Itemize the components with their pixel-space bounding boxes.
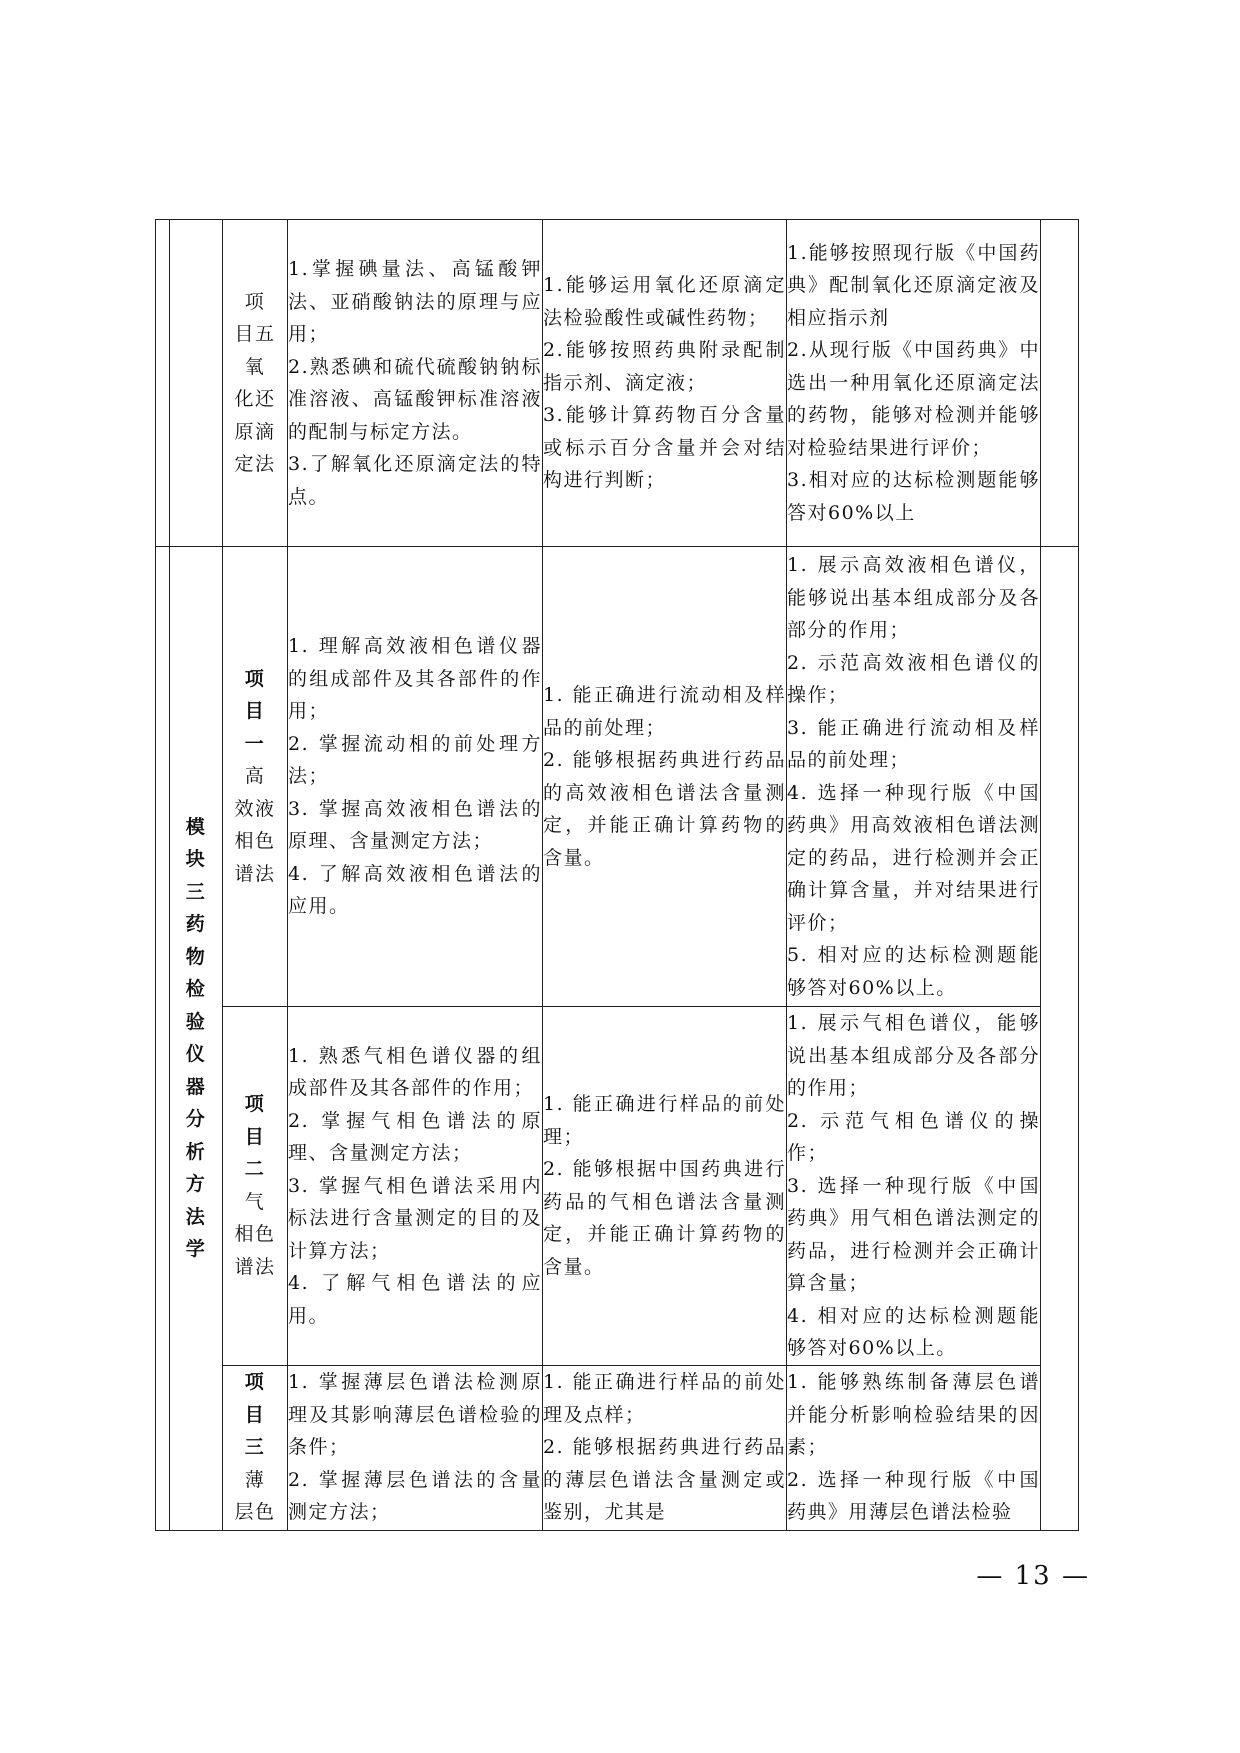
- knowledge-cell: 1. 理解高效液相色谱仪器的组成部件及其各部件的作用； 2. 掌握流动相的前处理方法； 3. 掌握高效液相色谱法的原理、含量测定方法； 4. 了解高效液相色谱法的应用。: [288, 547, 543, 1007]
- project-cell: [223, 547, 288, 1007]
- right-margin-cell: [1041, 220, 1079, 547]
- left-margin-cell: [156, 547, 170, 1531]
- module-cell-empty: [170, 220, 223, 547]
- knowledge-cell: 1. 熟悉气相色谱仪器的组成部件及其各部件的作用； 2. 掌握气相色谱法的原理、含量测定方法； 3. 掌握气相色谱法采用内标法进行含量测定的目的及计算方法； 4. 了解气相色谱法的应用。: [288, 1007, 543, 1366]
- knowledge-cell: 1.掌握碘量法、高锰酸钾法、亚硝酸钠法的原理与应用； 2.熟悉碘和硫代硫酸钠钠标准溶液、高锰酸钾标准溶液的配制与标定方法。 3.了解氧化还原滴定法的特点。: [288, 220, 543, 547]
- curriculum-table: [155, 219, 1079, 1531]
- table-row: [156, 220, 1079, 547]
- left-margin-cell: [156, 220, 170, 547]
- module-title: 模 块 三 药 物 检 验 仪 器 分 析 方 法 学: [170, 547, 223, 1531]
- assessment-cell: 1. 展示气相色谱仪，能够说出基本组成部分及各部分的作用； 2. 示范气相色谱仪的操作； 3. 选择一种现行版《中国药典》用气相色谱法测定的药品，进行检测并会正确计算含量； 4. 相对应的达标检测题能够答对60%以上。: [787, 1007, 1041, 1366]
- skills-cell: 1.能够运用氧化还原滴定法检验酸性或碱性药物； 2.能够按照药典附录配制指示剂、滴定液； 3.能够计算药物百分含量或标示百分含量并会对结构进行判断；: [543, 220, 787, 547]
- skills-cell: 1. 能正确进行样品的前处理； 2. 能够根据中国药典进行药品的气相色谱法含量测定，并能正确计算药物的含量。: [543, 1007, 787, 1366]
- assessment-cell: 1.能够按照现行版《中国药典》配制氧化还原滴定液及相应指示剂 2.从现行版《中国药典》中选出一种用氧化还原滴定法的药物，能够对检测并能够对检验结果进行评价； 3.相对应的达标检测题能够答对60%以上: [787, 220, 1041, 547]
- table-row: [156, 1007, 1079, 1366]
- project-title: 项 目五 氧 化还 原滴 定法: [234, 290, 276, 475]
- skills-cell: 1. 能正确进行样品的前处理及点样； 2. 能够根据药典进行药品的薄层色谱法含量测定或鉴别，尤其是: [543, 1365, 787, 1530]
- project-title: 项 目 一 高 效液 相色 谱法: [234, 667, 276, 885]
- knowledge-cell: 1. 掌握薄层色谱法检测原理及其影响薄层色谱检验的条件； 2. 掌握薄层色谱法的含量测定方法；: [288, 1365, 543, 1530]
- project-cell: [223, 1007, 288, 1366]
- page-number: — 13 —: [976, 1561, 1090, 1591]
- project-title: 项 目 二 气 相色 谱法: [234, 1093, 276, 1278]
- project-cell: [223, 220, 288, 547]
- assessment-cell: 1. 展示高效液相色谱仪，能够说出基本组成部分及各部分的作用； 2. 示范高效液相色谱仪的操作； 3. 能正确进行流动相及样品的前处理； 4. 选择一种现行版《中国药典》用高效液相色谱法测定的药品，进行检测并会正确计算含量，并对结果进行评价； 5. 相对应的达标检测题能够答对60%以上。: [787, 547, 1041, 1007]
- project-title: 项 目 三 薄 层色: [234, 1371, 276, 1524]
- assessment-cell: 1. 能够熟练制备薄层色谱并能分析影响检验结果的因素； 2. 选择一种现行版《中国药典》用薄层色谱法检验: [787, 1365, 1041, 1530]
- project-cell: [223, 1365, 288, 1530]
- skills-cell: 1. 能正确进行流动相及样品的前处理； 2. 能够根据药典进行药品的高效液相色谱法含量测定，并能正确计算药物的含量。: [543, 547, 787, 1007]
- table-row: [156, 547, 1079, 1007]
- right-margin-cell: [1041, 547, 1079, 1531]
- table-row: [156, 1365, 1079, 1530]
